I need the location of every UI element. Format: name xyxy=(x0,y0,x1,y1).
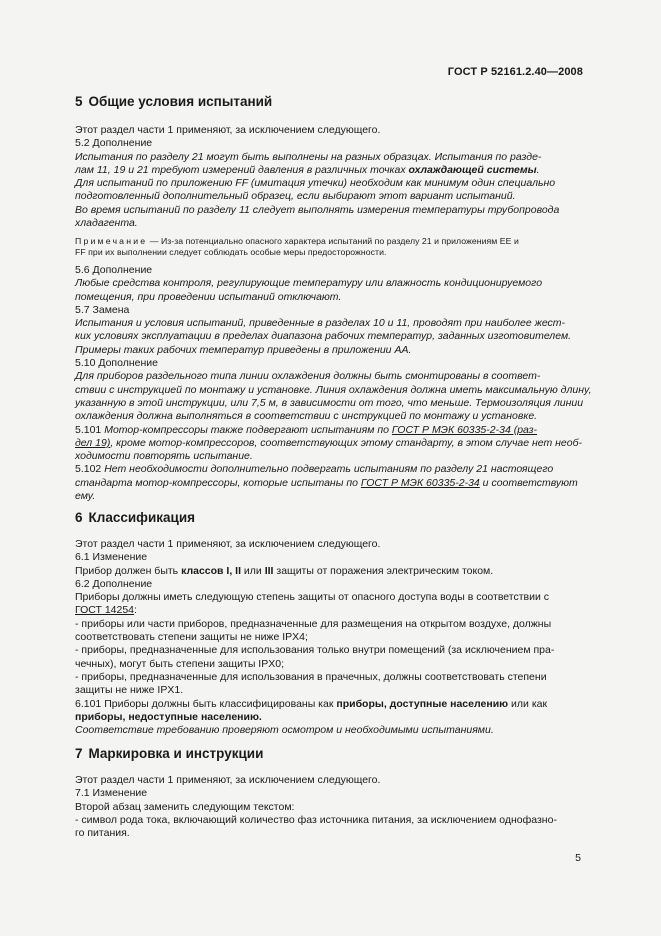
paragraph-line xyxy=(75,437,585,450)
text-span: защиты от поражения электрическим током. xyxy=(273,564,494,577)
section-title: Маркировка и инструкции xyxy=(88,746,264,761)
standard-reference-link[interactable]: ГОСТ 14254 xyxy=(75,604,135,617)
paragraph-line: ему. xyxy=(75,490,96,503)
text-span: — Из-за потенциально опасного характера испытаний по разделу 21 и приложениям ЕЕ и xyxy=(147,236,519,246)
text-span: Мотор-компрессоры также подвергают испытаниям по xyxy=(104,423,392,436)
paragraph-line: Для приборов раздельного типа линии охлаждения должны быть смонтированы в соответ- xyxy=(75,370,541,383)
paragraph-line: Этот раздел части 1 применяют, за исключением следующего. xyxy=(75,538,381,550)
bold-term: приборы, доступные населению xyxy=(336,697,509,710)
paragraph-line xyxy=(75,463,585,476)
paragraph-line: Соответствие требованию проверяют осмотром и необходимыми испытаниями. xyxy=(75,724,494,737)
text-span: или как xyxy=(508,697,548,710)
section-6-text xyxy=(75,538,585,737)
page-number: 5 xyxy=(575,852,581,864)
bold-term: охлаждающей системы xyxy=(408,163,537,176)
paragraph-line: Второй абзац заменить следующим текстом: xyxy=(75,800,295,813)
text-span: Прибор должен быть xyxy=(75,564,182,577)
clause-heading: 6.1 Изменение xyxy=(75,551,148,564)
standard-reference-link[interactable]: дел 19) xyxy=(75,436,111,449)
paragraph-line: охлаждения должна выполняться в соответствии с инструкцией по монтажу и установке. xyxy=(75,410,538,423)
paragraph-line: Во время испытаний по разделу 11 следует выполнять измерения температуры трубопровода xyxy=(75,203,560,216)
paragraph-line xyxy=(75,604,585,617)
note-line: FF при их выполнении следует соблюдать особые меры предосторожности. xyxy=(75,247,387,258)
text-span: : xyxy=(134,604,137,617)
text-span: , кроме мотор-компрессоров, соответствующих этому стандарту, в этом случае нет необ- xyxy=(110,436,583,449)
section-number: 6 xyxy=(75,510,83,525)
paragraph-line: указанную в этой инструкции, или 7,5 м, в зависимости от того, что меньше. Термоизоляция линии xyxy=(75,396,584,409)
bullet-line: го питания. xyxy=(75,827,130,840)
section-5-text-2 xyxy=(75,264,592,503)
paragraph-line: Испытания и условия испытаний, приведенные в разделах 10 и 11, проводят при наиболее жест- xyxy=(75,317,566,330)
paragraph-line: помещения, при проведении испытаний отключают. xyxy=(75,290,342,303)
clause-number: 5.101 xyxy=(75,423,105,436)
section-number: 5 xyxy=(75,94,83,109)
bullet-line: - приборы, предназначенные для использования в прачечных, должны соответствовать степени xyxy=(75,670,547,683)
bullet-line: - приборы или части приборов, предназначенные для размещения на открытом воздухе, должны xyxy=(75,617,552,630)
paragraph-line: Испытания по разделу 21 могут быть выполнены на разных образцах. Испытания по разде- xyxy=(75,150,542,163)
paragraph-line: хладагента. xyxy=(75,217,138,230)
section-6-heading xyxy=(75,510,195,525)
paragraph-line: подготовленный дополнительный образец, если выбирают этот вариант испытаний. xyxy=(75,190,516,203)
paragraph-line: Приборы должны иметь следующую степень защиты от опасного доступа воды в соответствии с xyxy=(75,591,550,604)
text-span: или xyxy=(241,564,265,577)
note-block xyxy=(75,236,585,258)
clause-number: 5.102 xyxy=(75,463,105,476)
bullet-line: защиты не ниже IPX1. xyxy=(75,684,184,697)
paragraph-line: Этот раздел части 1 применяют, за исключением следующего. xyxy=(75,124,381,136)
paragraph-line xyxy=(75,424,585,437)
text-span: . xyxy=(536,163,540,176)
section-title: Общие условия испытаний xyxy=(88,94,273,109)
paragraph-line: ких условиях эксплуатации в пределах диапазона рабочих температур, заданных изготовителем. xyxy=(75,330,572,343)
clause-heading: 5.10 Дополнение xyxy=(75,357,158,370)
text-span: 6.101 Приборы должны быть классифицированы как xyxy=(75,697,337,710)
note-label: Примечание xyxy=(75,236,148,246)
clause-heading: 5.7 Замена xyxy=(75,303,130,316)
bold-term: приборы, недоступные населению. xyxy=(75,710,262,723)
section-number: 7 xyxy=(75,746,83,761)
clause-heading: 6.2 Дополнение xyxy=(75,577,153,590)
section-5-text xyxy=(75,124,585,230)
clause-heading: 5.6 Дополнение xyxy=(75,264,153,276)
clause-heading: 5.2 Дополнение xyxy=(75,137,153,150)
document-id-header: ГОСТ Р 52161.2.40—2008 xyxy=(447,66,583,78)
section-7-heading xyxy=(75,746,263,761)
section-7-text xyxy=(75,774,585,840)
text-span: лам 11, 19 и 21 требуют измерений давления в различных точках xyxy=(75,163,409,176)
paragraph-line: ходимости повторять испытание. xyxy=(75,450,253,463)
paragraph-line: ствии с инструкцией по монтажу и установке. Линия охлаждения должна иметь максимальную длину, xyxy=(75,383,592,396)
paragraph-line xyxy=(75,565,585,578)
paragraph-line: Этот раздел части 1 применяют, за исключением следующего. xyxy=(75,774,381,786)
bold-term: классов I, II xyxy=(181,564,242,577)
bold-term: III xyxy=(264,564,274,577)
bullet-line: чечных), могут быть степени защиты IPX0; xyxy=(75,657,284,670)
paragraph-line: Любые средства контроля, регулирующие температуру или влажность кондиционируемого xyxy=(75,277,543,290)
bullet-line: - символ рода тока, включающий количество фаз источника питания, за исключением однофазно- xyxy=(75,813,557,826)
paragraph-line xyxy=(75,164,585,177)
bullet-line: - приборы, предназначенные для использования только внутри помещений (за исключением пра- xyxy=(75,644,555,657)
paragraph-line xyxy=(75,698,585,711)
paragraph-line: Примеры таких рабочих температур приведены в приложении АА. xyxy=(75,343,412,356)
standard-reference-link[interactable]: ГОСТ Р МЭК 60335-2-34 (раз- xyxy=(391,423,538,436)
text-span: стандарта мотор-компрессоры, которые испытаны по xyxy=(75,476,361,489)
paragraph-line: Для испытаний по приложению FF (имитация утечки) необходим как минимум один специально xyxy=(75,177,556,190)
paragraph-line xyxy=(75,477,585,490)
section-title: Классификация xyxy=(88,510,196,525)
note-line xyxy=(75,236,585,247)
clause-heading: 7.1 Изменение xyxy=(75,787,148,800)
text-span: и соответствуют xyxy=(479,476,578,489)
standard-reference-link[interactable]: ГОСТ Р МЭК 60335-2-34 xyxy=(360,476,480,489)
section-5-heading xyxy=(75,94,272,109)
text-span: Нет необходимости дополнительно подвергать испытаниям по разделу 21 настоящего xyxy=(104,463,554,476)
bullet-line: соответствовать степени защиты не ниже IPX4; xyxy=(75,631,308,644)
